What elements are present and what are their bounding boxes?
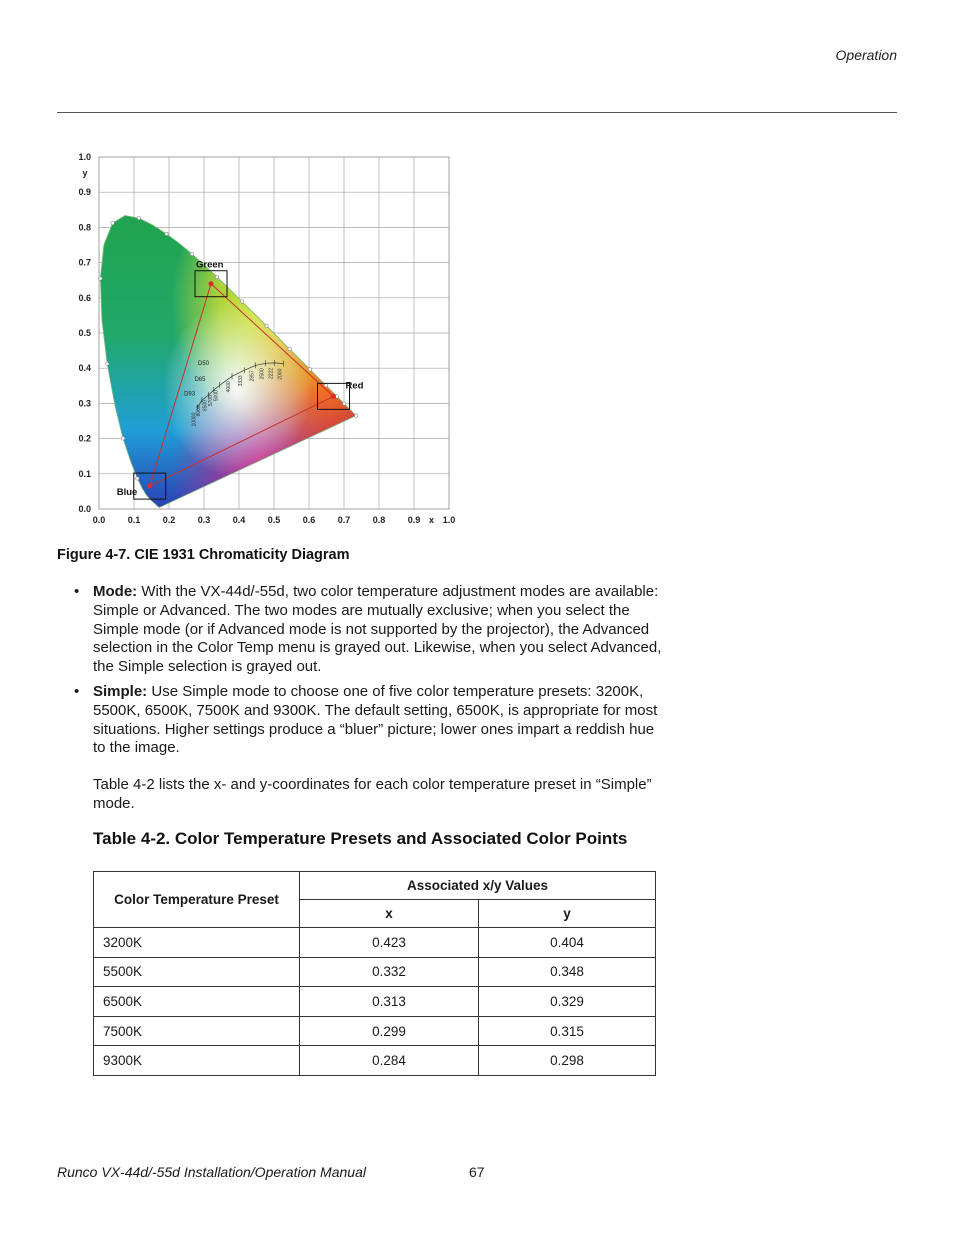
spectral-locus [99, 192, 365, 509]
x-tick-label: 0.4 [232, 515, 246, 525]
cell-x: 0.423 [300, 928, 479, 958]
table-row [94, 1016, 656, 1046]
locus-wavelength-marker [240, 300, 244, 304]
figure-caption: Figure 4-7. CIE 1931 Chromaticity Diagram [57, 547, 350, 563]
primary-label: Green [196, 259, 224, 271]
table-row [94, 987, 656, 1017]
x-tick-label: 0.2 [162, 515, 176, 525]
y-tick-label: 0.4 [78, 363, 91, 374]
locus-wavelength-marker [190, 252, 194, 256]
column-header-x: x [300, 900, 479, 928]
y-tick-label: 0.2 [78, 433, 91, 444]
column-header-values: Associated x/y Values [300, 872, 656, 900]
locus-wavelength-marker [137, 216, 141, 220]
bullet-item-simple [74, 683, 664, 758]
temperature-label: 2857 [249, 370, 256, 382]
cie-chart [57, 145, 477, 535]
locus-wavelength-marker [165, 232, 169, 236]
temperature-label: 2000 [277, 368, 284, 380]
locus-wavelength-marker [99, 277, 103, 281]
x-tick-label: 0.7 [337, 515, 351, 525]
locus-wavelength-marker [324, 384, 328, 388]
presets-table [93, 871, 656, 1076]
bullet-list [74, 583, 664, 764]
primary-point [147, 484, 152, 489]
x-tick-label: 0.9 [407, 515, 421, 525]
color-region [99, 192, 365, 509]
primary-label: Blue [116, 487, 138, 499]
locus-wavelength-marker [288, 347, 292, 351]
temperature-label: 10000 [191, 412, 198, 427]
cell-preset: 6500K [94, 987, 300, 1017]
primary-point [331, 394, 336, 399]
column-header-y: y [479, 900, 656, 928]
header-section-title: Operation [835, 47, 897, 63]
x-tick-label: 0.0 [92, 515, 106, 525]
temperature-label: 6500 [202, 399, 209, 412]
table-row [94, 1046, 656, 1076]
bullet-label: Simple: [93, 682, 148, 700]
footer-manual-title: Runco VX-44d/-55d Installation/Operation Manual [57, 1164, 366, 1180]
locus-wavelength-marker [136, 477, 140, 481]
cell-x: 0.313 [300, 987, 479, 1017]
bullet-dot: • [74, 583, 80, 600]
table-row [94, 957, 656, 987]
locus-wavelength-marker [215, 275, 219, 279]
temperature-label: 2222 [268, 367, 275, 380]
temperature-label: 8000 [195, 405, 202, 417]
locus-wavelength-marker [121, 437, 125, 441]
cell-y: 0.315 [479, 1016, 656, 1046]
temperature-label: 2500 [259, 368, 266, 380]
cell-preset: 3200K [94, 928, 300, 958]
locus-wavelength-marker [111, 221, 115, 225]
locus-wavelength-marker [308, 368, 312, 372]
bullet-dot: • [74, 682, 80, 700]
locus-wavelength-marker [342, 402, 346, 406]
temperature-label: 3333 [238, 375, 245, 387]
white-point-label: D50 [197, 360, 210, 367]
cell-x: 0.284 [300, 1046, 479, 1076]
temperature-label: 5000 [213, 390, 220, 402]
body-paragraph: Table 4-2 lists the x- and y-coordinates for each color temperature preset in “Simple” mode. [93, 776, 652, 812]
y-tick-label: 0.5 [78, 328, 91, 338]
cie-chromaticity-figure [57, 145, 477, 535]
y-tick-label: 0.1 [78, 468, 91, 479]
y-tick-label: 0.7 [78, 257, 91, 268]
table-title: Table 4-2. Color Temperature Presets and Associated Color Points [93, 829, 628, 848]
cell-preset: 5500K [94, 957, 300, 987]
cell-preset: 7500K [94, 1016, 300, 1046]
cell-preset: 9300K [94, 1046, 300, 1076]
cell-y: 0.329 [479, 987, 656, 1017]
x-tick-label: 0.1 [127, 515, 141, 525]
primary-label: Red [345, 380, 364, 392]
y-axis-label: y [82, 167, 88, 178]
cell-y: 0.298 [479, 1046, 656, 1076]
y-tick-label: 1.0 [78, 152, 91, 162]
x-tick-label: 0.6 [302, 515, 316, 525]
x-tick-label: 0.3 [197, 515, 211, 525]
y-tick-label: 0.3 [78, 398, 91, 409]
white-point-label: D65 [194, 377, 206, 384]
cell-x: 0.299 [300, 1016, 479, 1046]
temperature-label: 5700 [207, 395, 214, 407]
bullet-text: Use Simple mode to choose one of five color temperature presets: 3200K, 5500K, 6500K, 7500K and 9300K. The default setting, 6500K, is appropriate for most situations. Higher settings produce a “bluer” picture; lower ones impart a reddish hue to the image. [93, 682, 658, 757]
column-header-preset: Color Temperature Preset [94, 872, 300, 928]
footer-page-number: 67 [469, 1164, 485, 1180]
bullet-label: Mode: [93, 583, 138, 600]
cell-y: 0.348 [479, 957, 656, 987]
table-row [94, 928, 656, 958]
locus-wavelength-marker [105, 362, 109, 366]
y-tick-label: 0.8 [78, 222, 91, 233]
cell-x: 0.332 [300, 957, 479, 987]
temperature-label: 4000 [226, 381, 232, 393]
header-divider [57, 112, 897, 113]
locus-wavelength-marker [354, 414, 358, 418]
y-tick-label: 0.0 [78, 504, 91, 514]
white-point-label: D93 [184, 391, 196, 398]
x-axis-label: x [428, 515, 435, 525]
y-tick-label: 0.9 [78, 187, 91, 198]
cell-y: 0.404 [479, 928, 656, 958]
bullet-text: With the VX-44d/-55d, two color temperature adjustment modes are available: Simple or Advanced. The two modes are mutually exclusive; when you select the Simple mode (or if Advanced mode is not supported by the projector), the Advanced selection in the Color Temp menu is grayed out. Likewise, when you select Advanced, the Simple selection is grayed out. [93, 583, 662, 676]
bullet-item-mode [74, 583, 664, 677]
x-tick-label: 0.8 [372, 515, 386, 525]
y-tick-label: 0.6 [78, 292, 91, 303]
x-tick-label: 1.0 [442, 515, 456, 525]
gamut-fill [99, 192, 365, 509]
x-tick-label: 0.5 [267, 515, 281, 525]
primary-point [209, 281, 214, 286]
locus-wavelength-marker [265, 324, 269, 328]
